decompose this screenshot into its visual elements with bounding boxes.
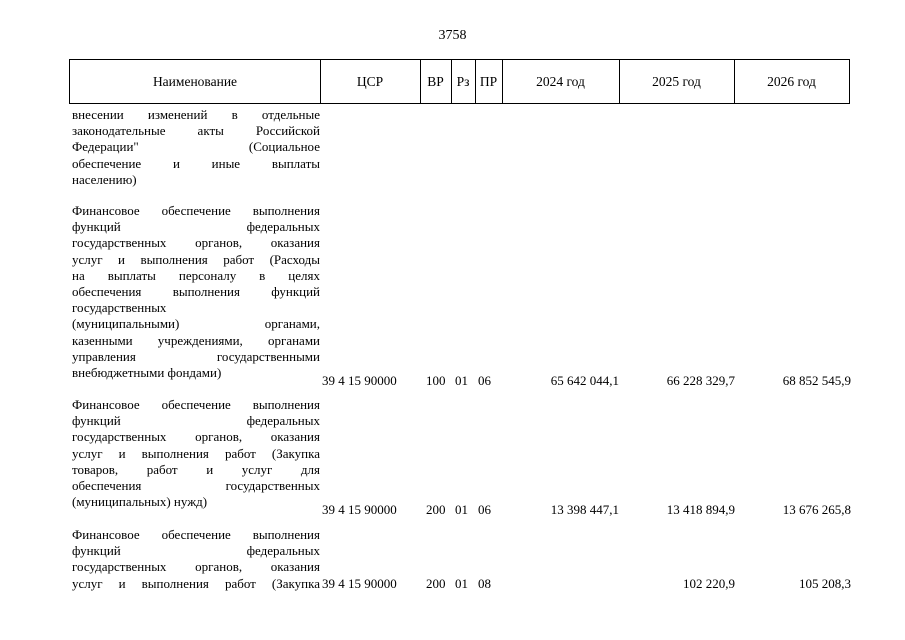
description-line: функций федеральных xyxy=(72,543,320,559)
row-description xyxy=(72,397,320,510)
header-name: Наименование xyxy=(70,60,321,103)
description-line: обеспечения выполнения функций xyxy=(72,284,320,300)
description-line: Финансовое обеспечение выполнения xyxy=(72,527,320,542)
description-line: товаров, работ и услуг для xyxy=(72,461,320,477)
header-csr: ЦСР xyxy=(320,60,421,103)
csr-value: 39 4 15 90000 xyxy=(322,576,397,591)
amount-2025: 102 220,9 xyxy=(683,576,735,591)
description-line: услуг и выполнения работ (Закупка xyxy=(72,575,320,591)
description-line: услуг и выполнения работ (Закупка xyxy=(72,445,320,461)
description-line: внесении изменений в отдельные xyxy=(72,107,320,122)
description-line: населению) xyxy=(72,171,137,187)
table-header xyxy=(69,59,850,104)
vr-value: 200 xyxy=(426,502,446,517)
description-line: на выплаты персоналу в целях xyxy=(72,267,320,283)
description-line: обеспечение и иные выплаты xyxy=(72,155,320,171)
description-line: государственных органов, оказания xyxy=(72,429,320,445)
header-2024: 2024 год xyxy=(502,60,620,103)
description-line: законодательные акты Российской xyxy=(72,123,320,139)
amount-2026: 105 208,3 xyxy=(799,576,851,591)
header-rz: Рз xyxy=(451,60,476,103)
csr-value: 39 4 15 90000 xyxy=(322,373,397,388)
rz-value: 01 xyxy=(455,576,468,591)
description-line: функций федеральных xyxy=(72,413,320,429)
pr-value: 06 xyxy=(478,373,491,388)
description-line: внебюджетными фондами) xyxy=(72,365,222,381)
description-line: Федерации" (Социальное xyxy=(72,139,320,155)
vr-value: 200 xyxy=(426,576,446,591)
description-line: Финансовое обеспечение выполнения xyxy=(72,397,320,412)
header-vr: ВР xyxy=(420,60,452,103)
amount-2024: 65 642 044,1 xyxy=(550,373,619,388)
amount-2026: 68 852 545,9 xyxy=(782,373,851,388)
header-pr: ПР xyxy=(475,60,503,103)
amount-2025: 66 228 329,7 xyxy=(666,373,735,388)
amount-2026: 13 676 265,8 xyxy=(782,502,851,517)
rz-value: 01 xyxy=(455,373,468,388)
page-number: 3758 xyxy=(438,28,467,43)
amount-2024: 13 398 447,1 xyxy=(550,502,619,517)
description-line: государственных xyxy=(72,300,167,316)
pr-value: 08 xyxy=(478,576,491,591)
description-line: функций федеральных xyxy=(72,219,320,235)
csr-value: 39 4 15 90000 xyxy=(322,502,397,517)
amount-2025: 13 418 894,9 xyxy=(666,502,735,517)
header-2026: 2026 год xyxy=(767,74,816,89)
description-line: казенными учреждениями, органами xyxy=(72,332,320,348)
header-2025: 2025 год xyxy=(619,60,735,103)
description-line: (муниципальных) нужд) xyxy=(72,494,208,510)
description-line: государственных органов, оказания xyxy=(72,235,320,251)
description-line: (муниципальными) органами, xyxy=(72,316,320,332)
row-description xyxy=(72,107,320,188)
description-line: услуг и выполнения работ (Расходы xyxy=(72,251,320,267)
row-description xyxy=(72,203,320,381)
row-description xyxy=(72,527,320,592)
pr-value: 06 xyxy=(478,502,491,517)
vr-value: 100 xyxy=(426,373,446,388)
description-line: Финансовое обеспечение выполнения xyxy=(72,203,320,218)
rz-value: 01 xyxy=(455,502,468,517)
description-line: управления государственными xyxy=(72,348,320,364)
description-line: государственных органов, оказания xyxy=(72,559,320,575)
description-line: обеспечения государственных xyxy=(72,478,320,494)
